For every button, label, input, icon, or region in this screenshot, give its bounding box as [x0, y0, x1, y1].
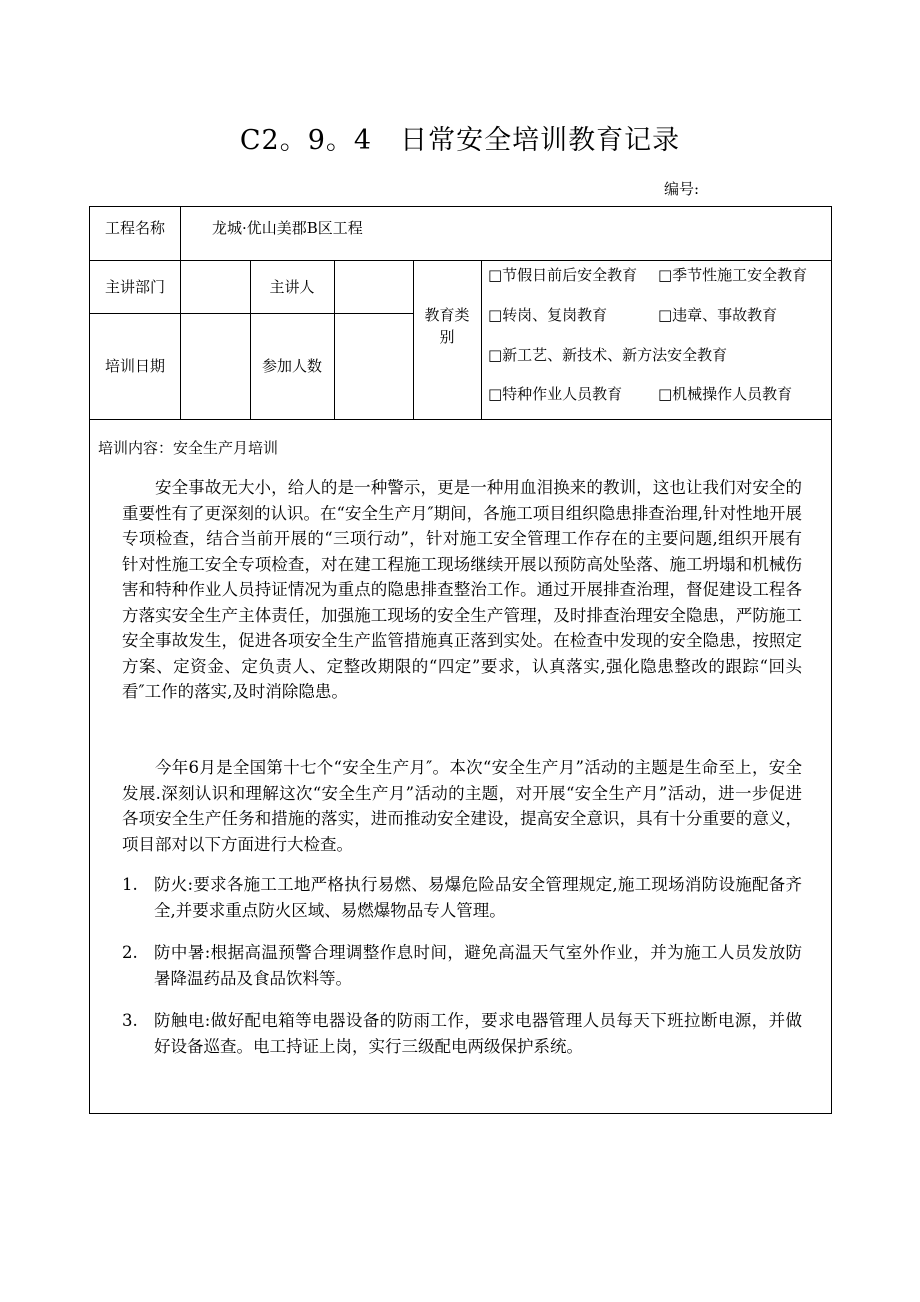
project-name-label: 工程名称 — [104, 219, 165, 237]
speaker-label: 主讲人 — [269, 277, 315, 296]
project-name-value[interactable]: 龙城·优山美郡B区工程 — [212, 219, 363, 237]
col-divider — [481, 260, 482, 419]
category-new-tech-checkbox[interactable]: □新工艺、新技术、新方法安全教育 — [488, 346, 728, 364]
col-divider — [413, 260, 414, 419]
list-item-number: 3. — [122, 1011, 138, 1030]
content-paragraph: 今年6月是全国第十七个“安全生产月″。本次“安全生产月”活动的主题是生命至上，安全发展.深刻认识和理解这次“安全生产月”活动的主题，对开展“安全生产月”活动，进一步促进各项安全生产任务和措施的落实，进而推动安全建设，提高安全意识，具有十分重要的意义，项目部对以下方面进行大检查。 — [122, 758, 802, 854]
content-label: 培训内容：安全生产月培训 — [98, 439, 279, 457]
category-holiday-checkbox[interactable]: □节假日前后安全教育 — [488, 266, 638, 284]
list-item — [122, 1008, 802, 1059]
attendance-value[interactable] — [334, 313, 413, 419]
attendance-label: 参加人数 — [261, 357, 322, 375]
row-divider — [90, 419, 831, 420]
list-item — [122, 872, 802, 923]
content-paragraph: 安全事故无大小，给人的是一种警示，更是一种用血泪换来的教训，这也让我们对安全的重要性有了更深刻的认识。在“安全生产月″期间，各施工项目组织隐患排查治理,针对性地开展专项检查，结合当前开展的“三项行动”，针对施工安全管理工作存在的主要问题,组织开展有针对性施工安全专项检查，对在建工程施工现场继续开展以预防高处坠落、施工坍塌和机械伤害和特种作业人员持证情况为重点的隐患排查整治工作。通过开展排查治理，督促建设工程各方落实安全生产主体责任，加强施工现场的安全生产管理，及时排查治理安全隐患，严防施工安全事故发生，促进各项安全生产监管措施真正落到实处。在检查中发现的安全隐患，按照定方案、定资金、定负责人、定整改期限的“四定”要求，认真落实,强化隐患整改的跟踪“回头看″工作的落实,及时消除隐患。 — [122, 478, 802, 701]
dept-label: 主讲部门 — [104, 277, 165, 296]
training-record-form — [89, 206, 832, 1114]
category-label: 教育类别 — [424, 306, 470, 346]
list-item-number: 1. — [122, 875, 138, 894]
list-item-number: 2. — [122, 943, 138, 962]
list-item-text: 防触电:做好配电箱等电器设备的防雨工作，要求电器管理人员每天下班拉断电源，并做好设备巡查。电工持证上岗，实行三级配电两级保护系统。 — [154, 1011, 802, 1056]
list-item-text: 防火:要求各施工工地严格执行易燃、易爆危险品安全管理规定,施工现场消防设施配备齐全,并要求重点防火区域、易燃爆物品专人管理。 — [154, 875, 802, 920]
category-special-ops-checkbox[interactable]: □特种作业人员教育 — [488, 385, 623, 403]
category-machinery-checkbox[interactable]: □机械操作人员教育 — [658, 385, 793, 403]
category-transfer-checkbox[interactable]: □转岗、复岗教育 — [488, 306, 608, 324]
date-value[interactable] — [180, 313, 250, 419]
number-label: 编号: — [664, 180, 700, 198]
list-item-text: 防中暑:根据高温预警合理调整作息时间，避免高温天气室外作业，并为施工人员发放防暑降温药品及食品饮料等。 — [154, 943, 802, 988]
document-title: C2。9。4 日常安全培训教育记录 — [239, 125, 681, 156]
date-label: 培训日期 — [104, 357, 165, 375]
dept-value[interactable] — [180, 260, 250, 313]
category-seasonal-checkbox[interactable]: □季节性施工安全教育 — [658, 266, 808, 284]
category-violation-checkbox[interactable]: □违章、事故教育 — [658, 306, 778, 324]
list-item — [122, 940, 802, 991]
speaker-value[interactable] — [334, 260, 413, 313]
